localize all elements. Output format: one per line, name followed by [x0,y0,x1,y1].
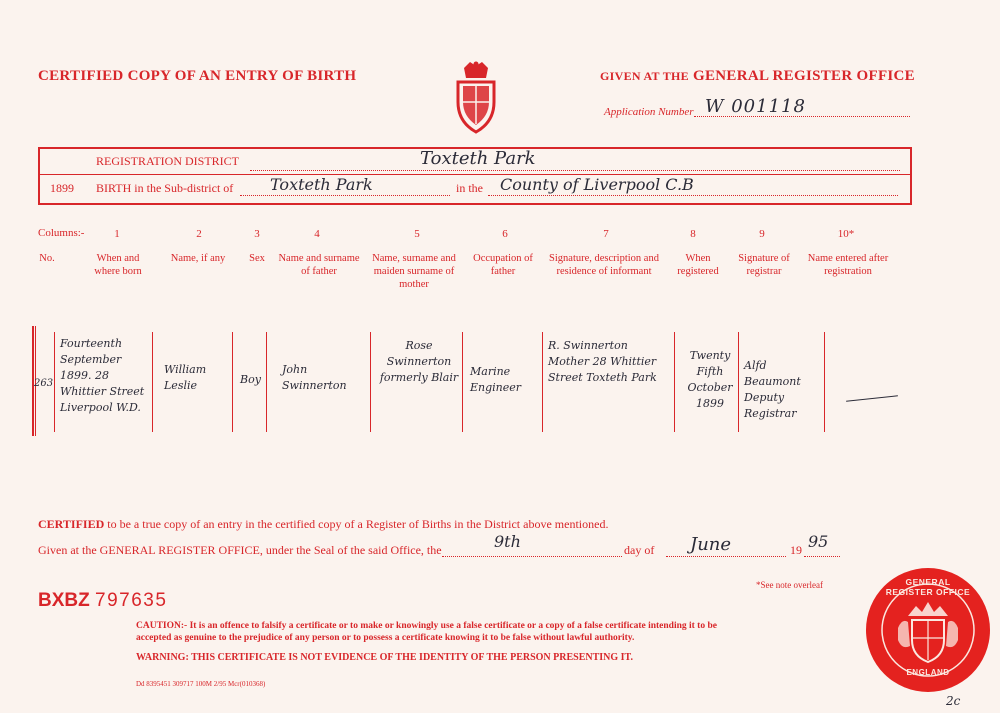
entry-sex: Boy [240,373,261,386]
serial-number [38,590,167,612]
column-head-name-after: Name entered after registration [807,253,889,277]
birth-year: 1899 [50,181,74,195]
royal-crest-icon [450,60,502,134]
day-of-label: day of [624,543,655,557]
column-head-father: Name and surname of father [278,253,360,277]
entry-registrar: Alfd Beaumont Deputy Registrar [744,359,801,420]
seal-text: GENERAL REGISTER OFFICE [885,577,971,597]
certified-month: June [690,534,732,555]
certified-year-prefix: 19 [790,543,802,557]
in-the-label: in the [456,181,483,195]
corner-mark: 2c [946,694,961,708]
application-number-value: W 001118 [705,96,806,117]
column-head-occupation: Occupation of father [473,253,533,277]
see-note-overleaf: *See note overleaf [756,580,823,590]
entry-informant: R. Swinnerton Mother 28 Whittier Street Toxteth Park [548,339,657,384]
entry-when-registered: Twenty Fifth October 1899 [687,349,733,410]
birth-subdistrict-label: BIRTH in the Sub-district of [96,181,234,195]
print-code: Dd 8395451 309717 100M 2/95 Mcr(010368) [136,680,266,688]
certified-line [38,517,608,532]
entry-name: William Leslie [164,363,207,392]
given-at-line: Given at the GENERAL REGISTER OFFICE, under the Seal of the said Office, the [38,543,442,557]
certified-day: 9th [494,532,521,551]
general-register-office: GENERAL REGISTER OFFICE [693,68,915,84]
columns-label: Columns:- [38,227,85,239]
column-number-3: 3 [254,228,260,240]
given-at-title [600,68,915,85]
entry-father: John Swinnerton [282,363,347,392]
column-number-2: 2 [196,228,202,240]
column-head-registered: When registered [677,253,719,277]
column-number-8: 8 [690,228,696,240]
column-head-name: Name, if any [170,253,226,264]
certificate-title: CERTIFIED COPY OF AN ENTRY OF BIRTH [38,68,357,84]
warning-text: WARNING: THIS CERTIFICATE IS NOT EVIDENCE OF THE IDENTITY OF THE PERSON PRESENTING IT. [136,652,633,663]
application-number-label: Application Number [604,106,694,118]
column-head-registrar: Signature of registrar [738,253,790,277]
column-head-when-where: When and where born [94,253,142,277]
entry-occupation: Marine Engineer [470,365,522,394]
entry-number: 263 [34,378,54,389]
entry-mother: Rose Swinnerton formerly Blair [379,339,459,384]
serial-digits: 797635 [95,590,168,611]
column-head-informant: Signature, description and residence of informant [549,253,659,277]
certified-bold: CERTIFIED [38,517,105,531]
column-head-mother: Name, surname and maiden surname of mother [372,253,456,290]
column-number-4: 4 [314,228,320,240]
column-head-sex: Sex [249,253,265,264]
column-head-no: No. [39,253,55,264]
column-number-6: 6 [502,228,508,240]
column-number-5: 5 [414,228,420,240]
certified-year: 95 [808,532,829,551]
serial-prefix: BXBZ [38,590,90,611]
caution-text: CAUTION:- It is an offence to falsify a certificate or to make or knowingly use a false certificate or a copy of a false certificate intending it to be accepted as genuine to the prejudice of any person or to possess a certificate knowing it to be false without lawful authority. [136,621,717,643]
subdistrict-value: Toxteth Park [270,175,373,194]
column-number-1: 1 [114,228,120,240]
registration-district-label: REGISTRATION DISTRICT [96,154,239,168]
county-value: County of Liverpool C.B [500,175,694,194]
column-number-10: 10* [837,228,855,240]
entry-when-where-born: Fourteenth September 1899. 28 Whittier Street Liverpool W.D. [60,337,145,414]
column-number-7: 7 [603,228,609,240]
column-number-9: 9 [759,228,765,240]
certified-text: to be a true copy of an entry in the certified copy of a Register of Births in the District above mentioned. [107,517,609,531]
given-at-prefix: GIVEN AT THE [600,69,689,83]
seal-bottom-text: ENGLAND [906,668,950,677]
registration-district-value: Toxteth Park [420,148,536,169]
